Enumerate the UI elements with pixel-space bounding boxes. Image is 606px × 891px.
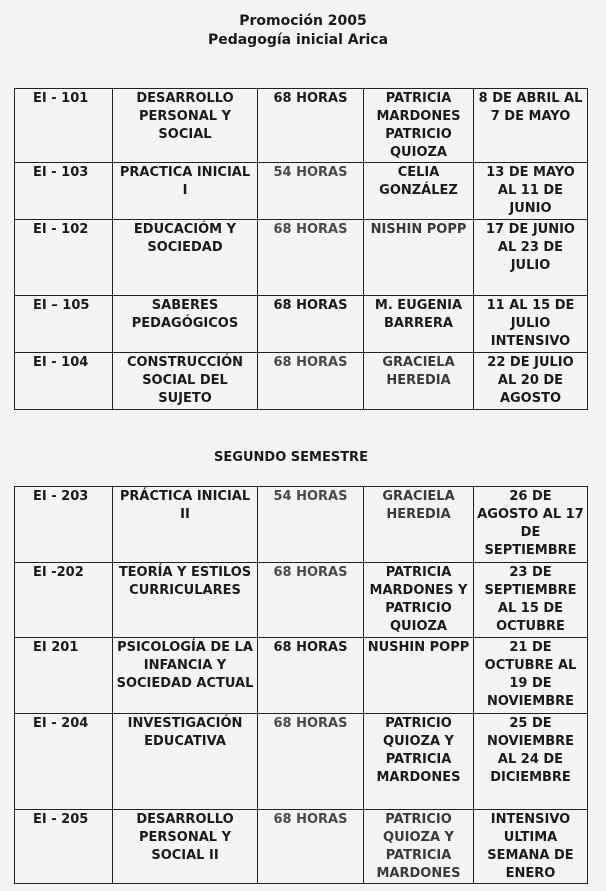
table-row	[15, 89, 588, 163]
course-name: EDUCACIÓM Y SOCIEDAD	[113, 220, 258, 296]
second-semester-table	[14, 486, 588, 884]
course-teacher: GRACIELA HEREDIA	[364, 353, 474, 410]
table-row	[15, 714, 588, 810]
course-hours: 68 HORAS	[258, 563, 364, 638]
course-code: EI - 101	[15, 89, 113, 163]
course-hours: 54 HORAS	[258, 163, 364, 220]
course-name: DESARROLLO PERSONAL Y SOCIAL	[113, 89, 258, 163]
course-teacher: CELIA GONZÁLEZ	[364, 163, 474, 220]
table-row	[15, 638, 588, 714]
course-dates: 11 AL 15 DE JULIO INTENSIVO	[474, 296, 588, 353]
table-row	[15, 487, 588, 563]
course-code: EI - 102	[15, 220, 113, 296]
course-dates: 22 DE JULIO AL 20 DE AGOSTO	[474, 353, 588, 410]
course-hours: 68 HORAS	[258, 296, 364, 353]
course-hours: 68 HORAS	[258, 810, 364, 884]
course-code: EI - 104	[15, 353, 113, 410]
course-code: EI 201	[15, 638, 113, 714]
document-subtitle: Pedagogía inicial Arica	[207, 32, 389, 48]
course-hours: 68 HORAS	[258, 89, 364, 163]
course-name: CONSTRUCCIÓN SOCIAL DEL SUJETO	[113, 353, 258, 410]
table-row	[15, 563, 588, 638]
course-hours: 68 HORAS	[258, 220, 364, 296]
document-title: Promoción 2005	[239, 13, 367, 29]
course-dates: 21 DE OCTUBRE AL 19 DE NOVIEMBRE	[474, 638, 588, 714]
course-hours: 68 HORAS	[258, 638, 364, 714]
course-dates: 13 DE MAYO AL 11 DE JUNIO	[474, 163, 588, 220]
course-dates: 25 DE NOVIEMBRE AL 24 DE DICIEMBRE	[474, 714, 588, 810]
course-hours: 68 HORAS	[258, 353, 364, 410]
course-name: PRÁCTICA INICIAL II	[113, 487, 258, 563]
course-teacher: GRACIELA HEREDIA	[364, 487, 474, 563]
document-header	[0, 12, 606, 50]
course-teacher: PATRICIA MARDONES Y PATRICIO QUIOZA	[364, 563, 474, 638]
course-teacher: NUSHIN POPP	[364, 638, 474, 714]
table-row	[15, 353, 588, 410]
course-name: DESARROLLO PERSONAL Y SOCIAL II	[113, 810, 258, 884]
course-teacher: M. EUGENIA BARRERA	[364, 296, 474, 353]
course-dates: 17 DE JUNIO AL 23 DE JULIO	[474, 220, 588, 296]
second-semester-title: SEGUNDO SEMESTRE	[214, 450, 368, 465]
table-row	[15, 810, 588, 884]
course-dates: 8 DE ABRIL AL 7 DE MAYO	[474, 89, 588, 163]
table-row	[15, 296, 588, 353]
course-name: PSICOLOGÍA DE LA INFANCIA Y SOCIEDAD ACTUAL	[113, 638, 258, 714]
course-hours: 68 HORAS	[258, 714, 364, 810]
course-code: EI - 205	[15, 810, 113, 884]
course-name: TEORÍA Y ESTILOS CURRICULARES	[113, 563, 258, 638]
course-dates: 23 DE SEPTIEMBRE AL 15 DE OCTUBRE	[474, 563, 588, 638]
course-name: PRACTICA INICIAL I	[113, 163, 258, 220]
course-teacher: PATRICIO QUIOZA Y PATRICIA MARDONES	[364, 714, 474, 810]
course-code: EI – 105	[15, 296, 113, 353]
course-teacher: PATRICIO QUIOZA Y PATRICIA MARDONES	[364, 810, 474, 884]
course-teacher: NISHIN POPP	[364, 220, 474, 296]
course-name: SABERES PEDAGÓGICOS	[113, 296, 258, 353]
table-row	[15, 220, 588, 296]
course-dates: INTENSIVO ULTIMA SEMANA DE ENERO	[474, 810, 588, 884]
course-hours: 54 HORAS	[258, 487, 364, 563]
course-name: INVESTIGACIÓN EDUCATIVA	[113, 714, 258, 810]
course-code: EI - 203	[15, 487, 113, 563]
course-code: EI - 103	[15, 163, 113, 220]
table-row	[15, 163, 588, 220]
course-code: EI - 204	[15, 714, 113, 810]
course-code: EI -202	[15, 563, 113, 638]
course-teacher: PATRICIA MARDONES PATRICIO QUIOZA	[364, 89, 474, 163]
course-dates: 26 DE AGOSTO AL 17 DE SEPTIEMBRE	[474, 487, 588, 563]
first-semester-table	[14, 88, 588, 410]
